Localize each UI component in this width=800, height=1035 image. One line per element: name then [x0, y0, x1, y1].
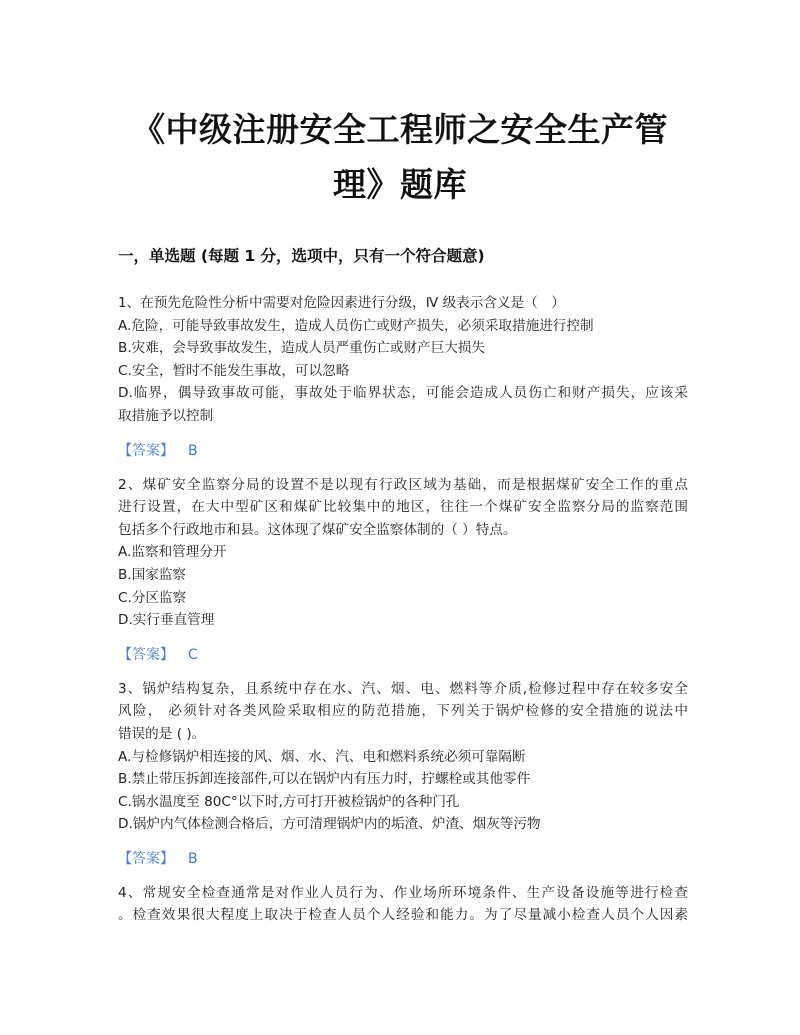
question-2	[118, 474, 688, 667]
question-stem-line: 4、常规安全检查通常是对作业人员行为、作业场所环境条件、生产设备设施等进行检查	[118, 884, 688, 901]
question-stem-line: 风险， 必须针对各类风险采取相应的防范措施，下列关于锅炉检修的安全措施的说法中	[118, 703, 688, 720]
question-stem-line: 2、煤矿安全监察分局的设置不是以现有行政区域为基础，而是根据煤矿安全工作的重点	[118, 476, 688, 493]
question-option	[118, 315, 688, 338]
answer-label: 【答案】	[118, 442, 174, 459]
question-4	[118, 882, 688, 927]
question-option	[118, 609, 688, 632]
question-list	[118, 292, 688, 927]
option-line: B.禁止带压拆卸连接部件,可以在锅炉内有压力时，拧螺栓或其他零件	[118, 771, 531, 788]
question-stem-line: 。检查效果很大程度上取决于检查人员个人经验和能力。为了尽量减小检查人员个人因素	[118, 907, 688, 924]
question-stem-line: 进行设置，在大中型矿区和煤矿比较集中的地区，往往一个煤矿安全监察分局的监察范围	[118, 499, 688, 516]
option-line: D.实行垂直管理	[118, 612, 215, 629]
option-line: 取措施予以控制	[118, 407, 214, 424]
question-stem-line: 1、在预先危险性分析中需要对危险因素进行分级，Ⅳ 级表示含义是（ ）	[118, 295, 565, 311]
option-line: C.锅水温度至 80C°以下时,方可打开被检锅炉的各种门孔	[118, 793, 460, 810]
option-line: C.分区监察	[118, 589, 187, 606]
question-option	[118, 791, 688, 814]
question-1	[118, 292, 688, 463]
option-line: D.锅炉内气体检测合格后，方可清理锅炉内的垢渣、炉渣、烟灰等污物	[118, 816, 541, 833]
option-line: B.国家监察	[118, 566, 187, 583]
question-option	[118, 541, 688, 564]
answer-label: 【答案】	[118, 646, 174, 663]
answer-value: C	[188, 646, 198, 663]
question-3	[118, 678, 688, 871]
answer-row	[118, 847, 688, 871]
option-line: D.临界，偶导致事故可能，事故处于临界状态，可能会造成人员伤亡和财产损失，应该采	[118, 385, 688, 402]
question-option	[118, 382, 688, 427]
answer-value: B	[188, 442, 198, 459]
question-option	[118, 813, 688, 836]
option-line: A.与检修锅炉相连接的风、烟、水、汽、电和燃料系统必须可靠隔断	[118, 748, 526, 765]
option-line: A.监察和管理分开	[118, 544, 227, 561]
answer-label: 【答案】	[118, 850, 174, 867]
answer-row	[118, 439, 688, 463]
question-stem-line: 错误的是 ( )。	[118, 725, 206, 742]
answer-value: B	[188, 850, 198, 867]
question-stem-line: 包括多个行政地市和县。这体现了煤矿安全监察体制的（ ）特点。	[118, 521, 517, 538]
question-option	[118, 360, 688, 383]
question-option	[118, 587, 688, 610]
question-stem-line: 3、锅炉结构复杂，且系统中存在水、汽、烟、电、燃料等介质,检修过程中存在较多安全	[118, 680, 688, 697]
document-title	[100, 102, 700, 212]
question-option	[118, 746, 688, 769]
option-line: C.安全，暂时不能发生事故，可以忽略	[118, 362, 350, 379]
question-option	[118, 337, 688, 360]
answer-row	[118, 643, 688, 667]
title-line-1: 《中级注册安全工程师之安全生产管	[132, 110, 668, 149]
section-heading: 一，单选题 (每题 1 分，选项中，只有一个符合题意)	[118, 247, 485, 265]
option-line: A.危险，可能导致事故发生，造成人员伤亡或财产损失，必须采取措施进行控制	[118, 317, 594, 334]
option-line: B.灾难，会导致事故发生，造成人员严重伤亡或财产巨大损失	[118, 340, 486, 357]
question-option	[118, 768, 688, 791]
title-line-2: 理》题库	[333, 165, 467, 204]
question-option	[118, 564, 688, 587]
